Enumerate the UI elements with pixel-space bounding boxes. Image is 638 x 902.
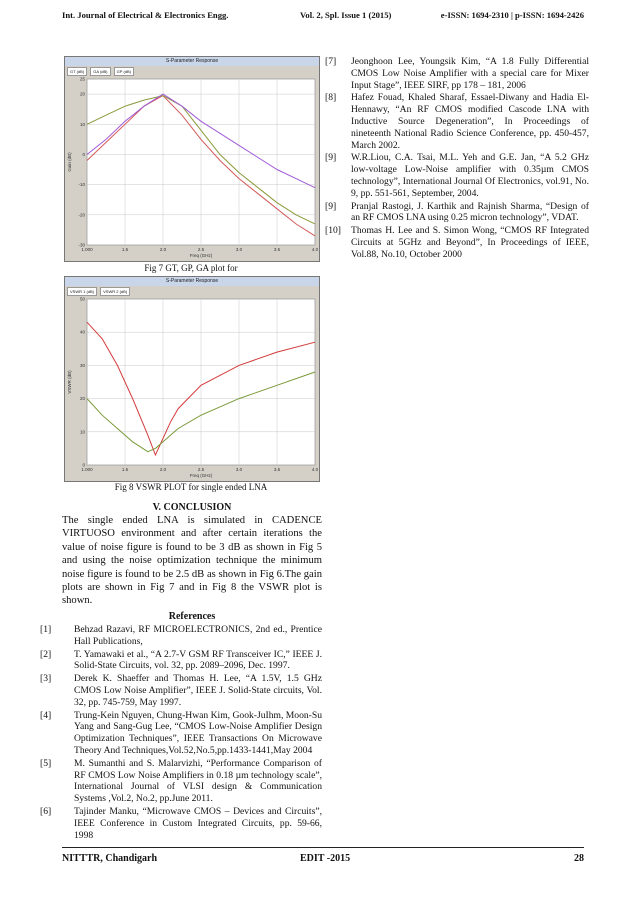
reference-number: [8] xyxy=(325,92,337,104)
reference-item xyxy=(325,152,589,199)
x-tick-label: 3.0 xyxy=(235,247,243,252)
x-tick-label: 3.0 xyxy=(235,467,243,472)
reference-item xyxy=(40,710,322,757)
legend-vswr1: VSWR 1 (dB) xyxy=(67,287,97,296)
reference-text: T. Yamawaki et al., “A 2.7-V GSM RF Transceiver IC,” IEEE J. Solid-State Circuits, vol. 32, pp. 2089–2096, Dec. 1997. xyxy=(74,648,322,672)
x-tick-label: 4.0 xyxy=(311,247,319,252)
running-header xyxy=(62,10,584,24)
journal-name: Int. Journal of Electrical & Electronics Engg. xyxy=(62,10,229,20)
reference-text: Hafez Fouad, Khaled Sharaf, Essael-Diwany and Hadia El-Hennawy, “An RF CMOS modified Cascode LNA with Inductive Source Degeneration”, In Proceedings of nineteenth National Radio Science Conference, pp. 450-457, March 2002. xyxy=(351,92,589,151)
reference-text: Pranjal Rastogi, J. Karthik and Rajnish Sharma, “Design of an RF CMOS LNA using 0.25 micron technology”, VDAT. xyxy=(351,200,589,224)
legend-ga: GA (dB) xyxy=(90,67,110,76)
references-list-left xyxy=(40,624,322,842)
y-tick-label: 50 xyxy=(79,296,85,302)
volume-info: Vol. 2, Spl. Issue 1 (2015) xyxy=(300,10,392,20)
figure-8-caption: Fig 8 VSWR PLOT for single ended LNA xyxy=(114,482,268,492)
x-tick-label: 1.000 xyxy=(81,467,93,472)
reference-number: [9] xyxy=(325,152,337,164)
reference-number: [4] xyxy=(40,709,52,721)
reference-text: Trung-Kein Nguyen, Chung-Hwan Kim, Gook-JuIhm, Moon-Su Yang and Sang-Gug Lee, “CMOS Low-Noise Amplifier Design Optimization Techniques”, IEEE Transactions On Microwave Theory And Techniques,Vol.52,No.5,pp.1433-1441,May 2004 xyxy=(74,709,323,756)
figure-7-gain-plot xyxy=(64,56,320,262)
x-tick-label: 2.0 xyxy=(159,467,167,472)
x-axis-label: Freq (GHz) xyxy=(189,473,213,478)
reference-number: [2] xyxy=(40,648,52,660)
conclusion-paragraph: The single ended LNA is simulated in CADENCE VIRTUOSO environment and after certain iterations the value of noise figure is found to be 3 dB as shown in Fig 5 and using the noise optimization technique the minimum noise figure is found to be 2.5 dB as shown in Fig 6.The gain plots are shown in Fig 7 and in Fig 8 the VSWR plot is shown. xyxy=(62,515,322,607)
reference-number: [1] xyxy=(40,624,52,635)
x-tick-label: 3.5 xyxy=(273,467,281,472)
x-tick-label: 4.0 xyxy=(311,467,319,472)
reference-text: W.R.Liou, C.A. Tsai, M.L. Yeh and G.E. Jan, “A 5.2 GHz low-voltage Low-Noise amplifier with 0.35µm CMOS technology”, International Journal Of Electronics, vol.91, No. 9, pp. 551-561, September, 2004. xyxy=(351,152,589,199)
vswr-chart-svg xyxy=(65,277,319,481)
y-tick-label: 30 xyxy=(79,362,85,368)
reference-item xyxy=(40,806,322,841)
figure-window-title: S-Parameter Response xyxy=(165,278,219,284)
y-tick-label: 40 xyxy=(79,329,85,335)
reference-text: Tajinder Manku, “Microwave CMOS – Devices and Circuits”, IEEE Conference in Custom Integrated Circuits, pp. 59-66, 1998 xyxy=(74,805,322,841)
footer-institution: NITTTR, Chandigarh xyxy=(62,853,158,864)
y-tick-label: 20 xyxy=(79,396,85,402)
conclusion-heading: V. CONCLUSION xyxy=(152,502,232,513)
reference-number: [5] xyxy=(40,757,52,769)
reference-item xyxy=(40,673,322,708)
footer-divider xyxy=(62,847,584,848)
reference-text: Derek K. Shaeffer and Thomas H. Lee, “A 1.5V, 1.5 GHz CMOS Low Noise Amplifier”, IEEE J. Solid-State circuits, Vol. 32, pp. 745-759, May 1997. xyxy=(74,673,322,708)
legend-vswr2: VSWR 2 (dB) xyxy=(100,287,130,296)
x-tick-label: 1.5 xyxy=(121,467,129,472)
reference-text: Behzad Razavi, RF MICROELECTRONICS, 2nd ed., Prentice Hall Publications, xyxy=(74,624,322,647)
x-axis-label: Freq (GHz) xyxy=(189,253,213,258)
legend-gp: GP (dB) xyxy=(114,67,134,76)
figure-7-caption: Fig 7 GT, GP, GA plot for xyxy=(144,263,238,273)
reference-item xyxy=(325,92,589,151)
reference-item xyxy=(40,649,322,673)
reference-item xyxy=(325,201,589,225)
reference-text: Jeonghoon Lee, Youngsik Kim, “A 1.8 Fully Differential CMOS Low Noise Amplifier with a special care for Mixer Input Stage”, IEEE SIRF, pp 178 – 181, 2006 xyxy=(351,56,589,91)
x-tick-label: 2.5 xyxy=(197,247,205,252)
y-tick-label: 20 xyxy=(79,91,85,97)
reference-number: [9] xyxy=(325,200,337,212)
reference-item xyxy=(40,758,322,805)
reference-number: [7] xyxy=(325,56,337,67)
page-number: 28 xyxy=(574,853,584,864)
issn: e-ISSN: 1694-2310 | p-ISSN: 1694-2426 xyxy=(440,10,584,20)
y-tick-label: 10 xyxy=(79,429,85,435)
reference-text: M. Sumanthi and S. Malarvizhi, “Performance Comparison of RF CMOS Low Noise Amplifiers in 0.18 µm technology scale”, International Journal of VLSI design & Communication Systems ,Vol.2, No.2, pp.June 2011. xyxy=(74,757,322,805)
y-tick-label: 10 xyxy=(79,121,85,127)
y-axis-label: VSWR (dB) xyxy=(67,370,72,394)
reference-number: [10] xyxy=(325,225,341,237)
reference-item xyxy=(325,56,589,91)
x-tick-label: 1.000 xyxy=(81,247,93,252)
x-tick-label: 2.5 xyxy=(197,467,205,472)
x-tick-label: 3.5 xyxy=(273,247,281,252)
gain-chart-svg xyxy=(65,57,319,261)
y-tick-label: -30 xyxy=(78,242,85,248)
y-tick-label: 0 xyxy=(82,151,85,157)
y-tick-label: -20 xyxy=(78,212,85,218)
y-tick-label: -10 xyxy=(78,182,85,188)
reference-item xyxy=(40,624,322,648)
x-tick-label: 2.0 xyxy=(159,247,167,252)
footer-edition: EDIT -2015 xyxy=(300,853,351,864)
reference-text: Thomas H. Lee and S. Simon Wong, “CMOS RF Integrated Circuits at 5GHz and Beyond”, In Proceedings of IEEE, Vol.88, No.10, October 2000 xyxy=(351,225,589,260)
reference-number: [3] xyxy=(40,673,52,685)
y-axis-label: Gain (dB) xyxy=(67,152,72,172)
figure-window-title: S-Parameter Response xyxy=(165,58,219,64)
x-tick-label: 1.5 xyxy=(121,247,129,252)
figure-8-vswr-plot xyxy=(64,276,320,482)
references-heading: References xyxy=(168,611,216,622)
legend-gt: GT (dB) xyxy=(67,67,87,76)
references-list-right xyxy=(325,56,589,262)
y-tick-label: 0 xyxy=(82,462,85,468)
y-tick-label: 25 xyxy=(79,76,85,82)
reference-item xyxy=(325,225,589,260)
reference-number: [6] xyxy=(40,805,52,817)
